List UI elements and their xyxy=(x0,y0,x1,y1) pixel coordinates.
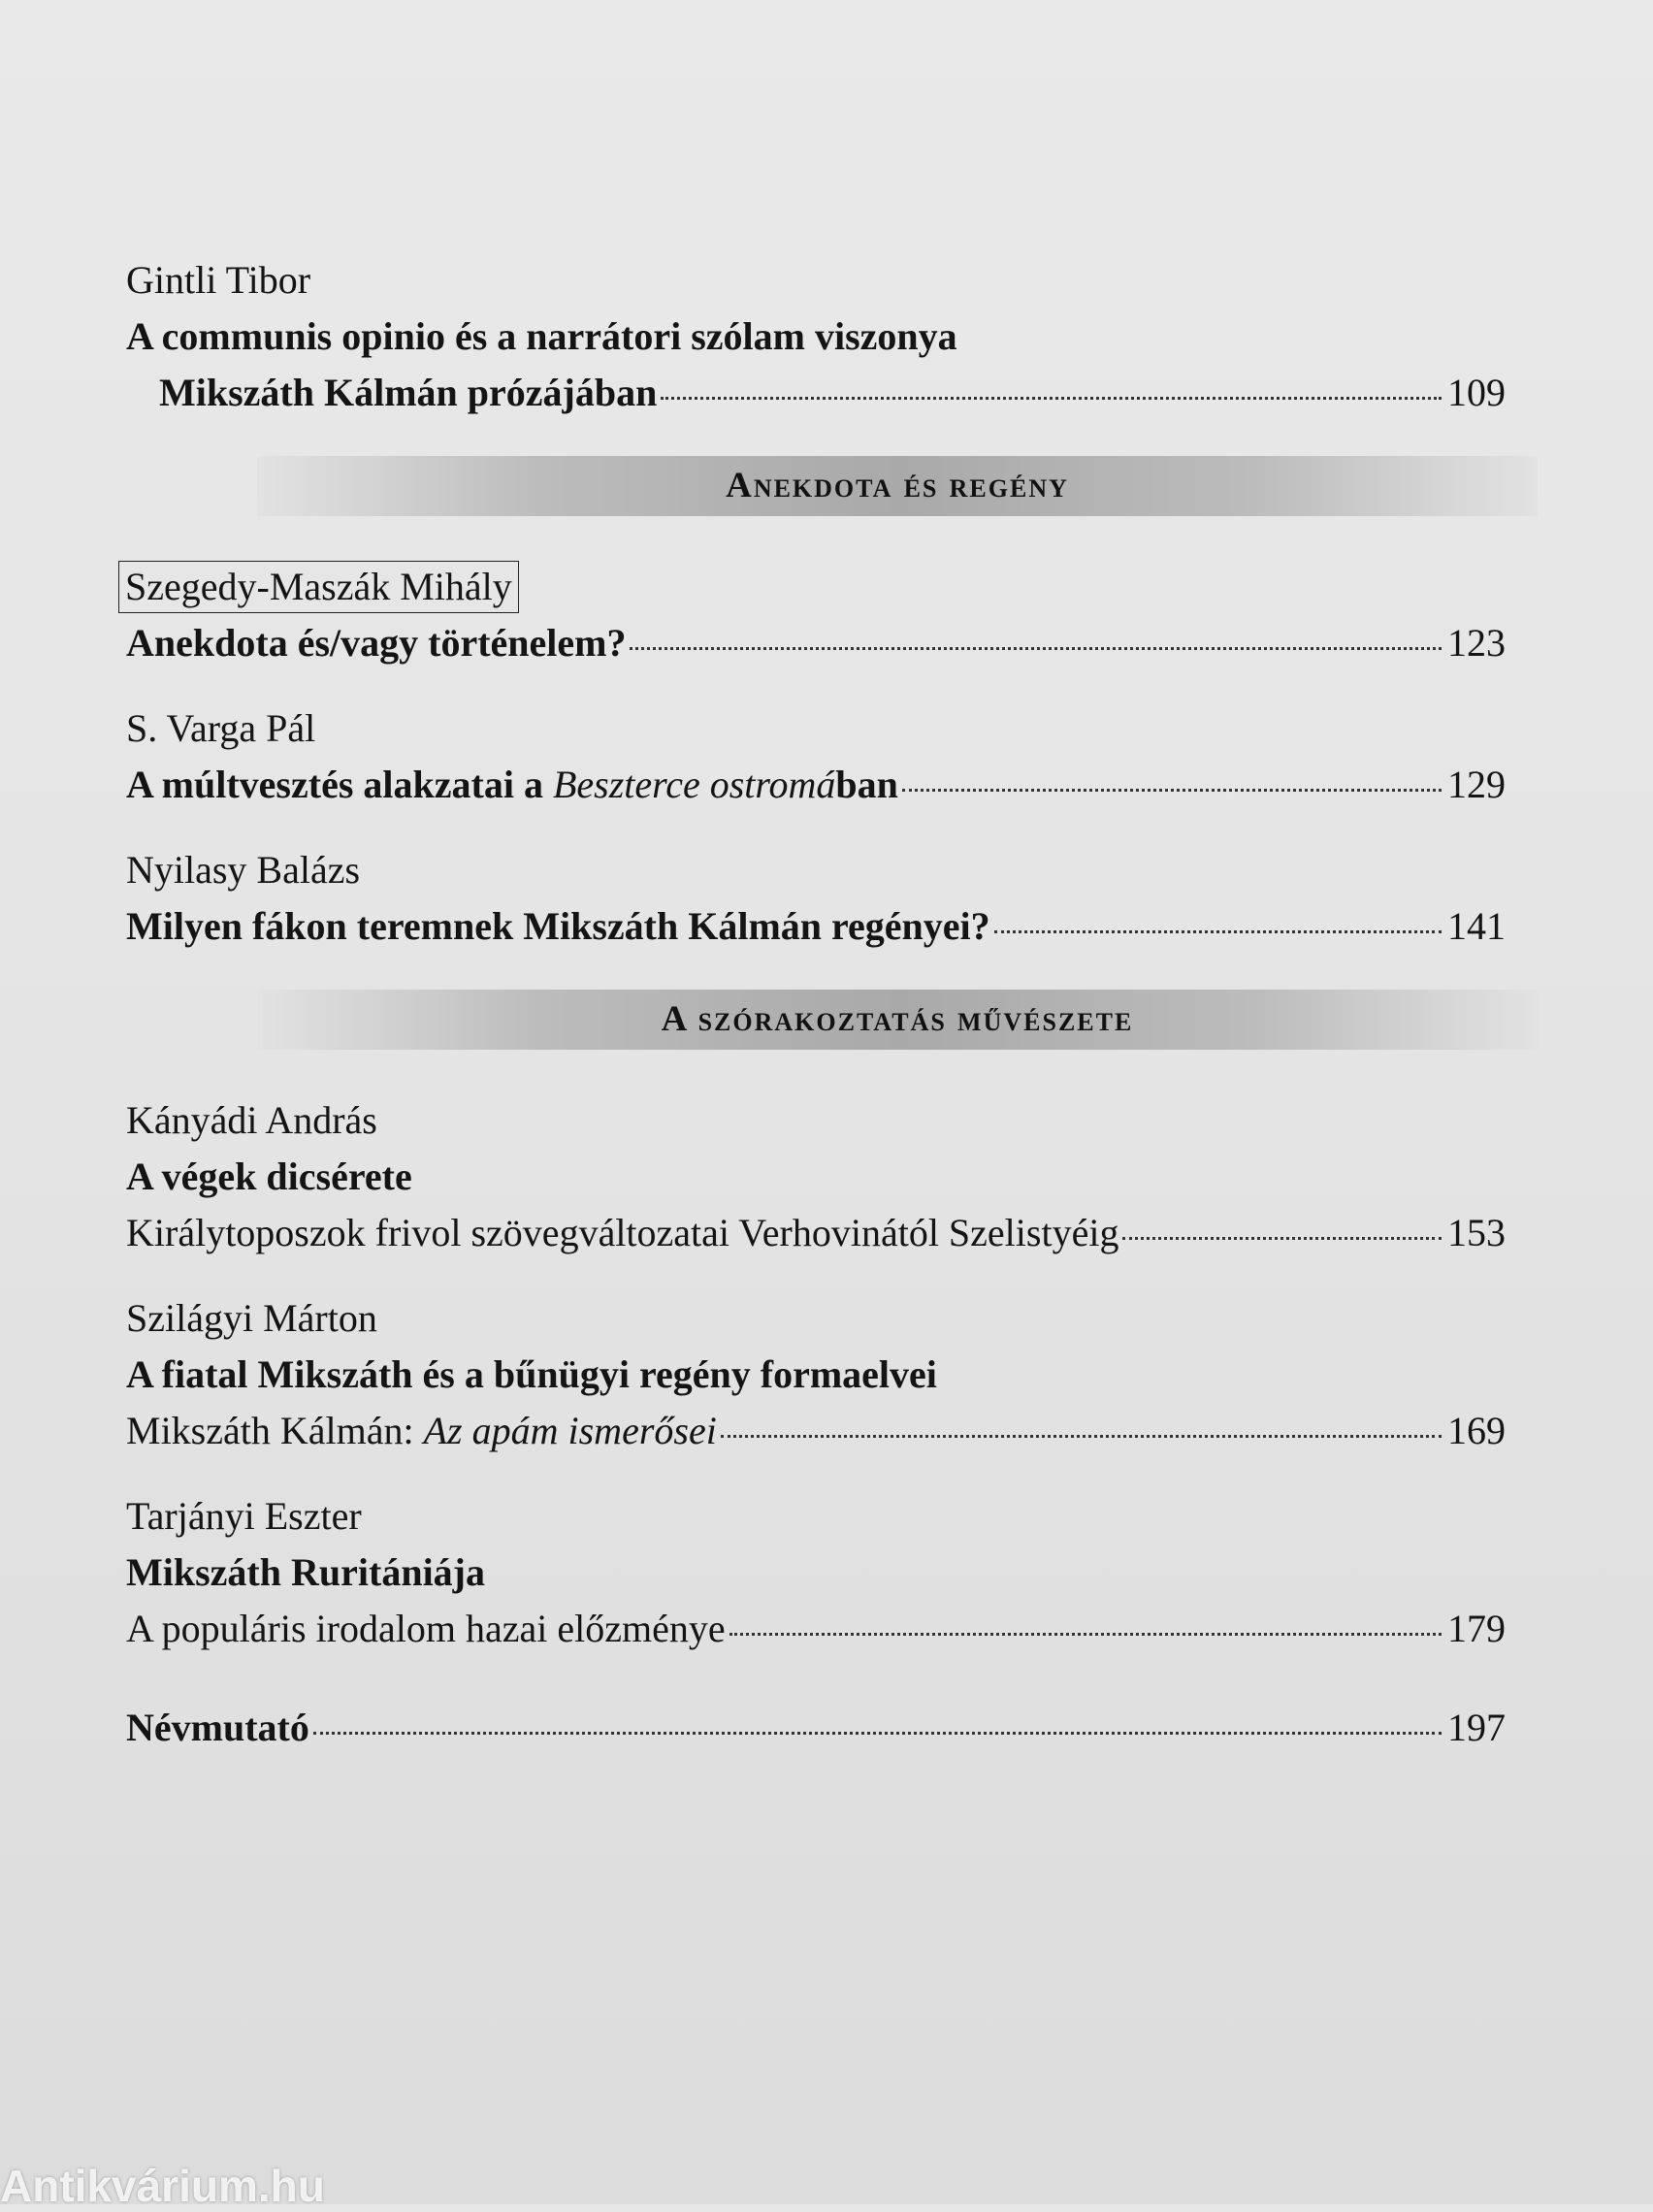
entry-title-cont: Mikszáth Kálmán prózájában xyxy=(159,371,658,414)
toc-entry-tarjanyi xyxy=(126,1488,1506,1657)
toc-entry-nyilasy xyxy=(126,842,1506,955)
entry-title: Névmutató xyxy=(126,1706,309,1749)
toc-entry-szilagyi xyxy=(126,1290,1506,1459)
section-heading-szorakoztatas xyxy=(257,990,1538,1050)
page-number: 153 xyxy=(1447,1211,1506,1254)
entry-author: Szegedy-Maszák Mihály xyxy=(118,561,519,613)
dot-leader xyxy=(721,1434,1442,1438)
page-number: 141 xyxy=(1447,904,1506,948)
dot-leader xyxy=(1122,1236,1442,1240)
site-watermark: Antikvárium.hu xyxy=(0,2161,325,2211)
page-number: 179 xyxy=(1447,1607,1506,1650)
entry-title: Mikszáth Ruritániája xyxy=(126,1550,485,1594)
entry-author: S. Varga Pál xyxy=(126,706,316,750)
entry-title: A fiatal Mikszáth és a bűnügyi regény formaelvei xyxy=(126,1352,937,1396)
entry-title: Milyen fákon teremnek Mikszáth Kálmán regényei? xyxy=(126,904,990,948)
dot-leader xyxy=(729,1632,1442,1636)
toc-entry-gintli xyxy=(126,252,1506,421)
page-number: 123 xyxy=(1447,621,1506,665)
dot-leader xyxy=(630,646,1442,650)
section-title: A szórakoztatás művészete xyxy=(661,999,1134,1039)
entry-author: Nyilasy Balázs xyxy=(126,848,361,892)
entry-subtitle: Mikszáth Kálmán: Az apám ismerősei xyxy=(126,1409,717,1452)
entry-author: Kányádi András xyxy=(126,1098,377,1142)
page-number: 109 xyxy=(1447,371,1506,414)
entry-title: Anekdota és/vagy történelem? xyxy=(126,621,627,665)
entry-author: Gintli Tibor xyxy=(126,258,311,302)
section-title: Anekdota és regény xyxy=(726,466,1069,505)
page-number: 129 xyxy=(1447,763,1506,806)
dot-leader xyxy=(994,929,1442,933)
section-heading-anekdota xyxy=(257,456,1538,516)
dot-leader xyxy=(661,396,1442,400)
entry-title: A communis opinio és a narrátori szólam viszonya xyxy=(126,314,957,358)
table-of-contents xyxy=(126,252,1506,1785)
entry-subtitle: Királytoposzok frivol szövegváltozatai Verhovinától Szelistyéig xyxy=(126,1211,1119,1254)
dot-leader xyxy=(313,1731,1442,1735)
page-number: 197 xyxy=(1447,1706,1506,1749)
toc-entry-varga xyxy=(126,700,1506,813)
toc-entry-szegedy xyxy=(126,559,1506,671)
toc-entry-nevmutato xyxy=(126,1700,1506,1756)
dot-leader xyxy=(902,788,1442,792)
toc-entry-kanyadi xyxy=(126,1092,1506,1261)
entry-subtitle: A populáris irodalom hazai előzménye xyxy=(126,1607,726,1650)
entry-title: A végek dicsérete xyxy=(126,1155,412,1198)
entry-author: Szilágyi Márton xyxy=(126,1296,377,1340)
entry-title: A múltvesztés alakzatai a Beszterce ostromában xyxy=(126,763,898,806)
page-number: 169 xyxy=(1447,1409,1506,1452)
entry-author: Tarjányi Eszter xyxy=(126,1494,362,1538)
